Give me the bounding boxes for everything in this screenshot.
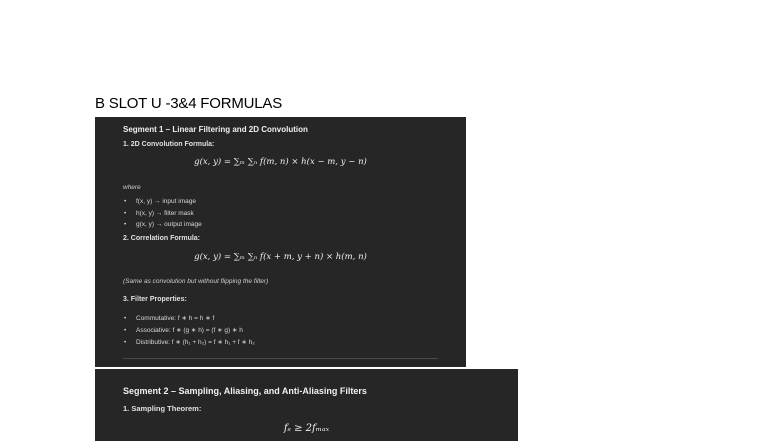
- list-item: • Associative: f ∗ (g ∗ h) = (f ∗ g) ∗ h: [123, 325, 255, 337]
- segment-2-heading: Segment 2 – Sampling, Aliasing, and Anti-Aliasing Filters: [123, 386, 367, 396]
- sampling-theorem-heading: 1. Sampling Theorem:: [123, 404, 202, 413]
- convolution-heading: 1. 2D Convolution Formula:: [123, 141, 215, 148]
- list-item: • Commutative: f ∗ h = h ∗ f: [123, 313, 255, 325]
- divider: [123, 358, 438, 359]
- properties-heading: 3. Filter Properties:: [123, 296, 187, 303]
- segment-1-panel: [95, 117, 466, 367]
- where-label: where: [123, 184, 141, 191]
- correlation-heading: 2. Correlation Formula:: [123, 235, 201, 242]
- slide-title: B SLOT U -3&4 FORMULAS: [95, 95, 283, 112]
- list-item: • Distributive: f ∗ (h₁ + h₂) = f ∗ h₁ + f ∗ h₂: [123, 337, 255, 349]
- list-item: • g(x, y) → output image: [123, 219, 202, 231]
- list-item: • f(x, y) → input image: [123, 196, 202, 208]
- sampling-formula: fₛ ≥ 2fₘₐₓ: [283, 423, 330, 434]
- segment-2-panel: [95, 369, 518, 441]
- properties-list: [123, 313, 255, 349]
- convolution-formula: g(x, y) = ∑ₘ ∑ₙ f(m, n) × h(x − m, y − n): [194, 157, 367, 167]
- correlation-formula: g(x, y) = ∑ₘ ∑ₙ f(x + m, y + n) × h(m, n): [194, 252, 367, 262]
- where-list: [123, 196, 202, 231]
- correlation-note: (Same as convolution but without flipping the filter): [123, 278, 269, 285]
- segment-1-heading: Segment 1 – Linear Filtering and 2D Convolution: [123, 125, 308, 134]
- list-item: • h(x, y) → filter mask: [123, 208, 202, 220]
